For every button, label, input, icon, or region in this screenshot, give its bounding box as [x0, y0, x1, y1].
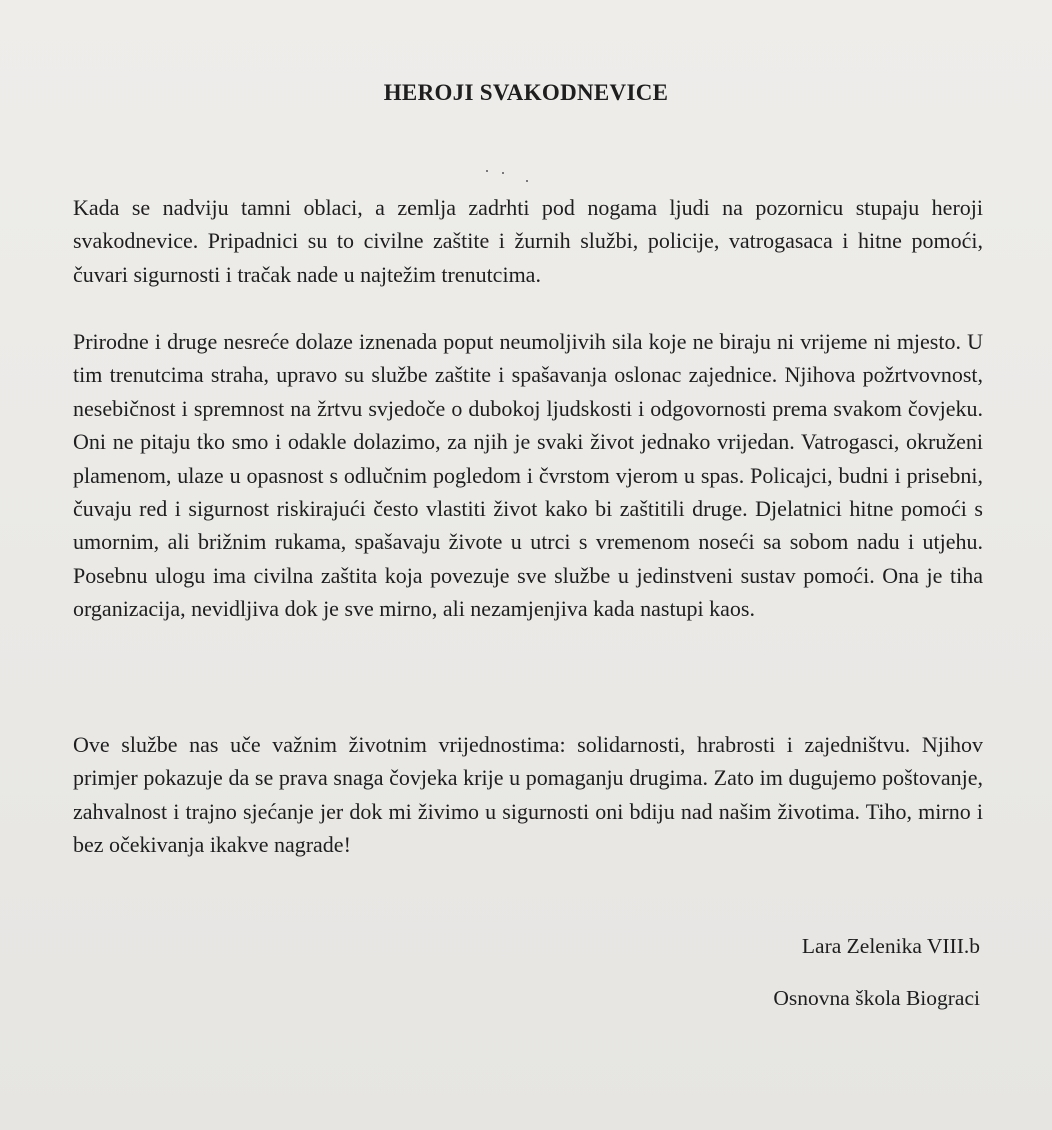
school-name: Osnovna škola Biograci: [773, 986, 980, 1010]
paper-specks: [480, 166, 540, 186]
paragraph-conclusion: Ove službe nas uče važnim životnim vrijednostima: solidarnosti, hrabrosti i zajedništvu. Njihov primjer pokazuje da se prava snaga čovjeka krije u pomaganju drugima. Zato im dugujemo poštovanje, zahvalnost i trajno sjećanje jer dok mi živimo u sigurnosti oni bdiju nad našim životima. Tiho, mirno i bez očekivanja ikakve nagrade!: [73, 732, 983, 858]
author-signature: Lara Zelenika VIII.b: [801, 934, 980, 958]
paragraph-body: Prirodne i druge nesreće dolaze iznenada poput neumoljivih sila koje ne biraju ni vrijeme ni mjesto. U tim trenutcima straha, upravo su službe zaštite i spašavanja oslonac zajednice. Njihova požrtvovnost, nesebičnost i spremnost na žrtvu svjedoče o dubokoj ljudskosti i odgovornosti prema svakom čovjeku. Oni ne pitaju tko smo i odakle dolazimo, za njih je svaki život jednako vrijedan. Vatrogasci, okruženi plamenom, ulaze u opasnost s odlučnim pogledom i čvrstom vjerom u spas. Policajci, budni i prisebni, čuvaju red i sigurnost riskirajući često vlastiti život kako bi zaštitili druge. Djelatnici hitne pomoći s umornim, ali brižnim rukama, spašavaju živote u utrci s vremenom noseći sa sobom nadu i utjehu. Posebnu ulogu ima civilna zaštita koja povezuje sve službe u jedinstveni sustav pomoći. Ona je tiha organizacija, nevidljiva dok je sve mirno, ali nezamjenjiva kada nastupi kaos.: [73, 329, 983, 622]
paragraph-intro: Kada se nadviju tamni oblaci, a zemlja zadrhti pod nogama ljudi na pozornicu stupaju heroji svakodnevice. Pripadnici su to civilne zaštite i žurnih službi, policije, vatrogasaca i hitne pomoći, čuvari sigurnosti i tračak nade u najtežim trenutcima.: [73, 195, 983, 287]
document-title: HEROJI SVAKODNEVICE: [383, 80, 669, 105]
